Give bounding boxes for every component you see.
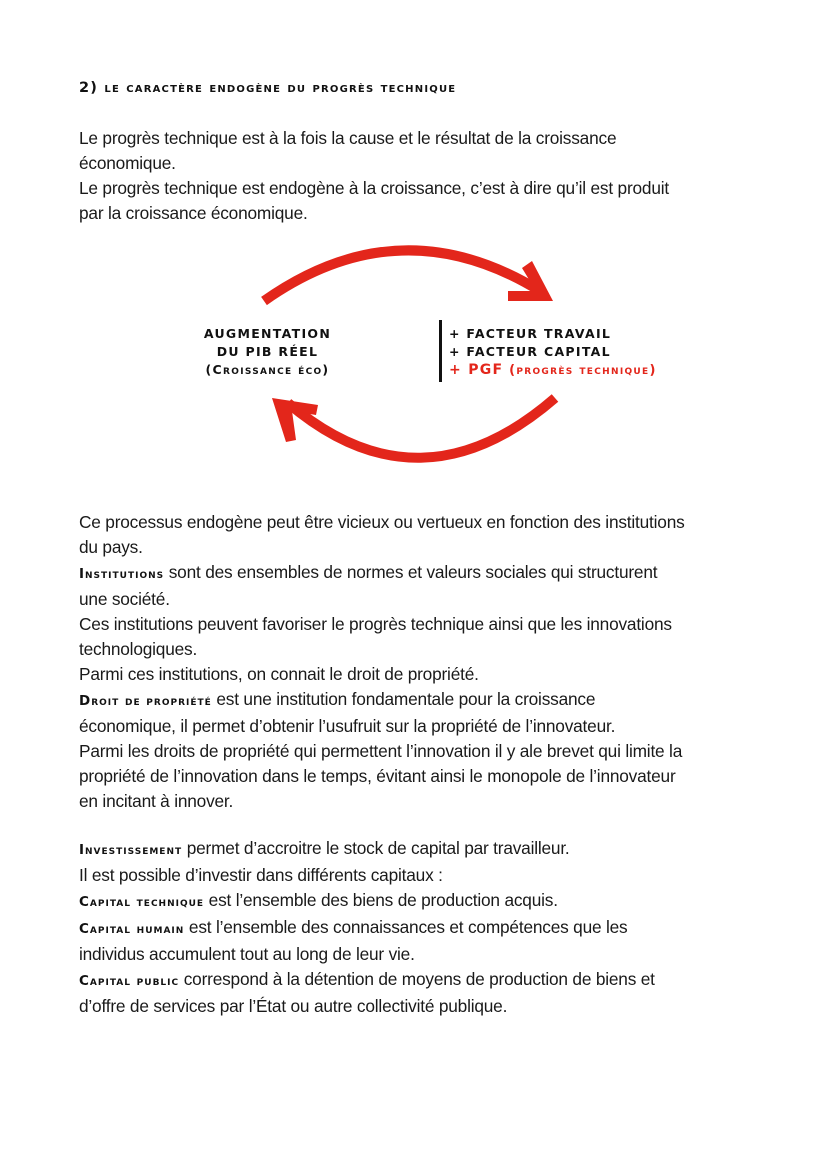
- gdp-label-line: DU PIB RÉEL: [216, 344, 319, 359]
- definition-capital-public: [79, 967, 759, 994]
- definition-text: correspond à la détention de moyens de production de biens et: [179, 969, 655, 989]
- factors-list: [449, 325, 657, 380]
- intro-line: économique.: [79, 153, 176, 173]
- top-arrow-icon: [264, 250, 553, 301]
- text-line: individus accumulent tout au long de leur vie.: [79, 944, 415, 964]
- definition-text: est l’ensemble des connaissances et compétences que les: [184, 917, 628, 937]
- investment-paragraph: [79, 836, 759, 1019]
- text-line: en incitant à innover.: [79, 791, 234, 811]
- definition-investissement: [79, 836, 759, 863]
- definition-droit-propriete: [79, 687, 759, 714]
- factor-pgf: [449, 361, 657, 380]
- intro-line: par la croissance économique.: [79, 203, 308, 223]
- factor-labour: + FACTEUR TRAVAIL: [449, 326, 612, 341]
- text-line: Ce processus endogène peut être vicieux ou vertueux en fonction des institutions: [79, 512, 685, 532]
- vertical-divider: [439, 320, 442, 382]
- term-capital-technique: Capital technique: [79, 894, 205, 910]
- growth-cycle-diagram: [0, 235, 828, 475]
- pgf-explanation: (progrès technique): [509, 363, 657, 378]
- text-line: économique, il permet d’obtenir l’usufruit sur la propriété de l’innovateur.: [79, 716, 616, 736]
- text-line: Il est possible d’investir dans différents capitaux :: [79, 865, 443, 885]
- definition-text: est une institution fondamentale pour la croissance: [211, 689, 596, 709]
- term-capital-humain: Capital humain: [79, 921, 185, 937]
- text-line: du pays.: [79, 537, 143, 557]
- section-number: 2): [79, 80, 99, 96]
- text-line: d’offre de services par l’État ou autre collectivité publique.: [79, 996, 508, 1016]
- definition-text: est l’ensemble des biens de production acquis.: [204, 890, 558, 910]
- institutions-paragraph: [79, 510, 759, 814]
- text-line: Parmi ces institutions, on connait le droit de propriété.: [79, 664, 479, 684]
- gdp-label-line: AUGMENTATION: [203, 326, 332, 341]
- gdp-growth-label: [180, 325, 355, 379]
- term-droit-propriete: Droit de propriété: [79, 693, 212, 709]
- term-investissement: Investissement: [79, 842, 183, 858]
- definition-text: sont des ensembles de normes et valeurs sociales qui structurent: [164, 562, 658, 582]
- text-line: technologiques.: [79, 639, 198, 659]
- text-line: une société.: [79, 589, 170, 609]
- term-institutions: Institutions: [79, 566, 165, 582]
- definition-text: permet d’accroitre le stock de capital par travailleur.: [182, 838, 570, 858]
- intro-line: Le progrès technique est à la fois la cause et le résultat de la croissance: [79, 128, 617, 148]
- factor-capital: + FACTEUR CAPITAL: [449, 344, 611, 359]
- text-line: propriété de l’innovation dans le temps, évitant ainsi le monopole de l’innovateur: [79, 766, 676, 786]
- term-capital-public: Capital public: [79, 973, 180, 989]
- intro-paragraph: [79, 126, 759, 226]
- intro-line: Le progrès technique est endogène à la croissance, c’est à dire qu’il est produit: [79, 178, 669, 198]
- definition-capital-technique: [79, 888, 759, 915]
- pgf-label: + PGF: [449, 362, 504, 378]
- cycle-arrows: [0, 235, 828, 475]
- text-line: Parmi les droits de propriété qui permettent l’innovation il y ale brevet qui limite la: [79, 741, 683, 761]
- section-title: le caractère endogène du progrès technique: [104, 80, 457, 96]
- definition-institutions: [79, 560, 759, 587]
- bottom-arrow-icon: [272, 398, 555, 458]
- text-line: Ces institutions peuvent favoriser le progrès technique ainsi que les innovations: [79, 614, 672, 634]
- gdp-label-line: (Croissance éco): [205, 362, 330, 377]
- definition-capital-humain: [79, 915, 759, 942]
- section-heading: [79, 80, 456, 96]
